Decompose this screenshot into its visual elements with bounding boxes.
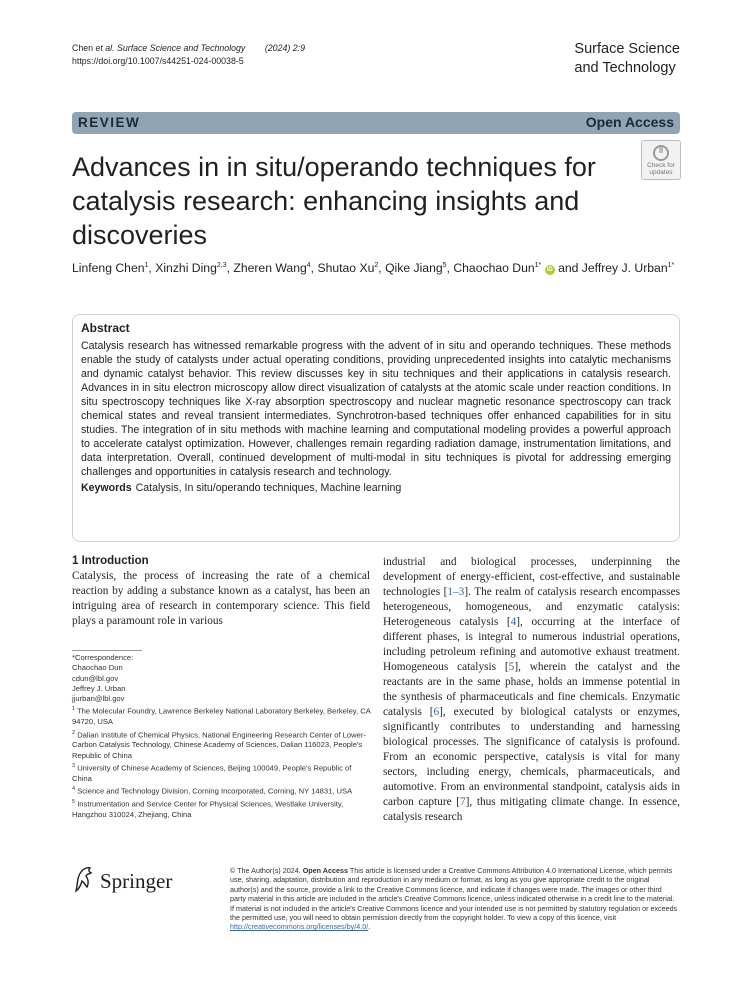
affiliation: $^5$ Instrumentation and Service Center for Physical Sciences, Westlake University, Hangzhou 310024, Zhejiang, China [72,798,344,819]
correspondence-label: *Correspondence: [72,653,134,662]
citation-link[interactable]: 5 [508,661,515,673]
abstract-text: Catalysis research has witnessed remarkable progress with the advent of in situ and operando techniques. These methods enable the study of catalysts under actual operating conditions, providing unprecedented insights into catalytic mechanisms and dynamic catalyst behavior. This review discusses key in situ techniques and their applications in catalysis research. Advances in in situ electron microscopy allow direct visualization of catalysts at the atomic scale under reaction conditions. In situ spectroscopy techniques like X-ray absorption spectroscopy and nuclear magnetic resonance spectroscopy can track chemical states and reveal transient intermediates. Synchrotron-based techniques offer enhanced capabilities for in situ studies. The integration of in situ methods with machine learning and computational modeling provides a powerful approach to accelerate catalyst optimization. However, challenges remain regarding radiation damage, instrumentation limitations, and data interpretation. Overall, continued development of multi-modal in situ techniques is pivotal for addressing emerging challenges and opportunities in catalysis research and technology. [81,340,671,478]
citation-year: (2024) 2:9 [264,43,305,53]
journal-name [574,40,680,78]
corr-name: Jeffrey J. Urban [72,683,126,693]
corr-name: Chaochao Dun [72,663,123,673]
citation-link[interactable]: 1–3 [447,586,465,598]
keywords-list: Catalysis, In situ/operando techniques, Machine learning [135,482,402,494]
abstract-box [72,314,680,542]
journal-name-line2: and Technology [574,60,676,76]
citation-link[interactable]: 7 [459,796,466,808]
springer-horse-icon [72,865,96,893]
affiliation: $^4$ Science and Technology Division, Corning Incorporated, Corning, NY 14831, USA [72,786,353,796]
doi-link[interactable]: https://doi.org/10.1007/s44251-024-00038-5 [72,56,244,66]
keywords [81,482,671,494]
footnotes [72,653,372,820]
affiliation: $^1$ The Molecular Foundry, Lawrence Berkeley National Laboratory Berkeley, Berkeley, CA 94720, USA [72,706,371,727]
open-access-label: Open Access [585,114,674,130]
citation-link[interactable]: 6 [433,706,440,718]
abstract-heading: Abstract [81,321,130,335]
body-column-right [383,555,680,825]
citation-journal: et al. Surface Science and Technology [95,43,246,53]
publisher-name: Springer [100,869,173,893]
citation-link[interactable]: 4 [510,616,517,628]
author[interactable]: Zheren Wang$^4$ [233,261,311,276]
article-type-bar [72,112,680,134]
check-for-updates-badge[interactable] [641,140,681,180]
orcid-icon[interactable]: iD [546,267,553,274]
article-title: Advances in in situ/operando techniques for catalysis research: enhancing insights and discoveries [72,152,596,250]
keywords-label: Keywords [81,482,132,494]
author[interactable]: Qike Jiang$^5$ [385,261,447,276]
author-list: Linfeng Chen$^1$, Xinzhi Ding$^{2,3}$, Zheren Wang$^4$, Shutao Xu$^2$, Qike Jiang$^5$, Chaochao Dun$^{1*}$ iD and Jeffrey J. Urban$^{1*}$ [72,261,675,276]
affiliation: $^3$ University of Chinese Academy of Sciences, Beijing 100049, People's Republic of China [72,763,352,783]
author[interactable]: Xinzhi Ding$^{2,3}$ [155,261,227,276]
footnote-divider [72,650,142,651]
check-updates-icon [651,144,671,162]
corr-email[interactable]: cdun@lbl.gov [72,673,119,683]
journal-name-line1: Surface Science [574,41,680,57]
author[interactable]: Chaochao Dun$^{1*}$ [453,261,542,276]
publisher-logo [72,865,173,898]
authors-and: and [558,261,579,276]
section-heading: 1 Introduction [72,555,149,567]
author[interactable]: Jeffrey J. Urban$^{1*}$ [581,261,675,276]
affiliation: $^2$ Dalian Institute of Chemical Physics, National Engineering Research Center of Lower-Carbon Catalysis Technology, Chinese Academy of Sciences, Dalian 116023, People's Republic of China [72,729,366,760]
check-updates-text: Check for updates [647,162,675,176]
author[interactable]: Linfeng Chen$^1$ [72,261,149,276]
corr-email[interactable]: jjurban@lbl.gov [72,694,125,704]
intro-paragraph-continued: industrial and biological processes, underpinning the development of energy-efficient, cost-effective, and sustainable technologies [1–3]. The realm of catalysis research encompasses heterogeneous, homogeneous, and enzymatic catalysis: Heterogeneous catalysis [4], occurring at the interface of different phases, is integral to numerous industrial operations, including petroleum refining and automotive exhaust treatment. Homogeneous catalysis [5], wherein the catalyst and the reactants are in the same phase, holds an immense potential in the synthesis of pharmaceuticals and fine chemicals. Enzymatic catalysis [6], executed by biological catalysts or enzymes, significantly contributes to understanding and harnessing biological processes. The significance of catalysis is profound. From an economic perspective, catalysis is vital for many sectors, including energy, chemicals, pharmaceuticals, and automotive. From an environmental standpoint, catalysis aids in carbon capture [7], thus mitigating climate change. In essence, catalysis research [383,556,681,823]
article-type: REVIEW [78,115,141,130]
citation-authors: Chen [72,43,96,53]
body-column-left [72,555,370,629]
intro-paragraph: Catalysis, the process of increasing the rate of a chemical reaction by adding a substance known as a catalyst, has been an intriguing area of research in contemporary science. This field plays a paramount role in various [72,570,370,627]
running-header [72,42,305,68]
license-link[interactable]: http://creativecommons.org/licenses/by/4.0/ [230,922,369,932]
license-text: © The Author(s) 2024. Open Access This article is licensed under a Creative Commons Attribution 4.0 International License, which permits use, sharing, adaptation, distribution and reproduction in any medium or format, as long as you give appropriate credit to the original author(s) and the source, provide a link to the Creative Commons licence, and indicate if changes were made. The images or other third party material in this article are included in the article's Creative Commons licence, unless indicated otherwise in a credit line to the material. If material is not included in the article's Creative Commons licence and your intended use is not permitted by statutory regulation or exceeds the permitted use, you will need to obtain permission directly from the copyright holder. To view a copy of this licence, visit http://creativecommons.org/licenses/by/4.0/. [230,866,678,932]
author[interactable]: Shutao Xu$^2$ [317,261,379,276]
